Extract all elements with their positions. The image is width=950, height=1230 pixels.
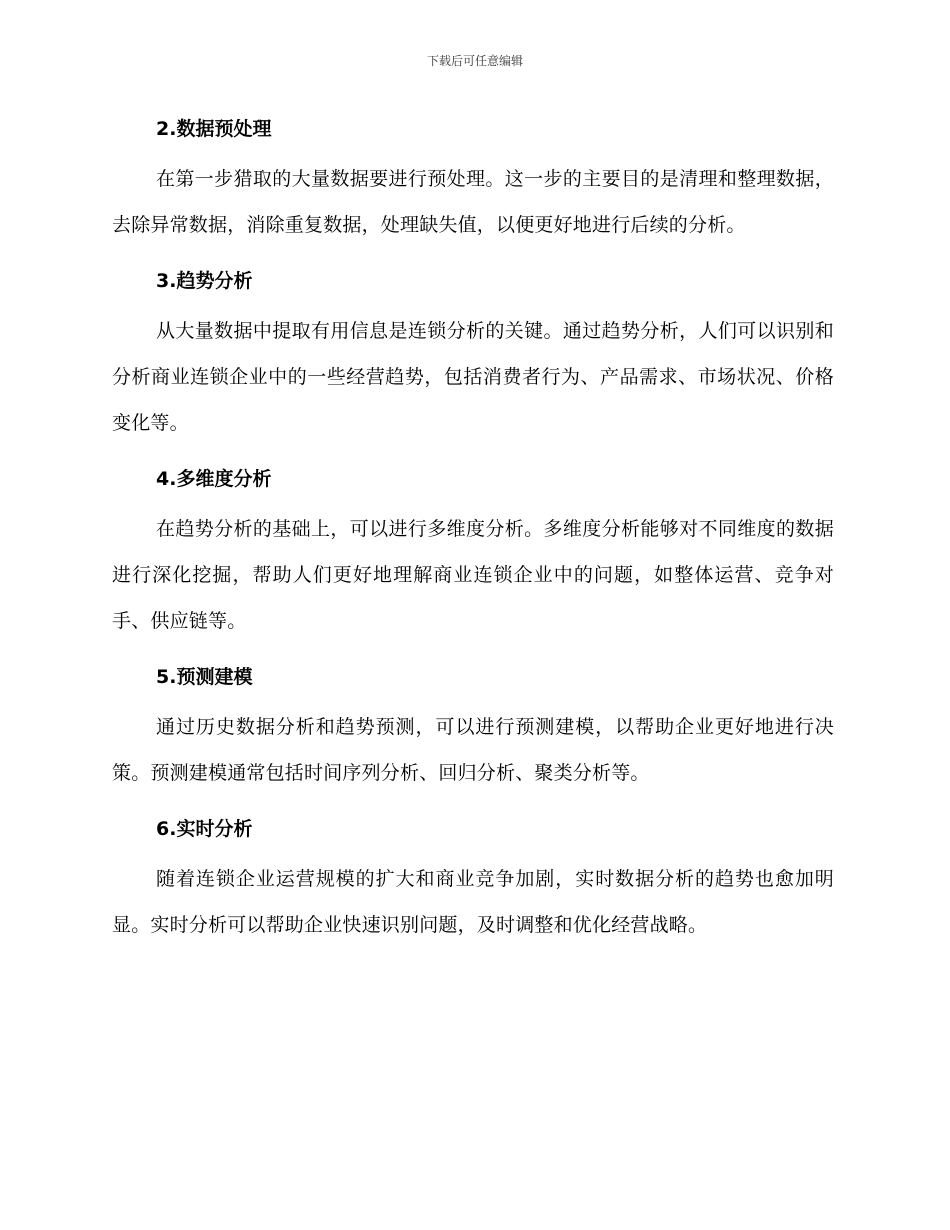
- header-note: 下载后可任意编辑: [426, 54, 523, 68]
- section-predictive-modeling: [112, 658, 834, 796]
- section-trend-analysis: [112, 262, 834, 446]
- section-heading: 5.预测建模: [156, 666, 253, 688]
- section-paragraph: 通过历史数据分析和趋势预测，可以进行预测建模，以帮助企业更好地进行决策。预测建模通常包括时间序列分析、回归分析、聚类分析等。: [112, 716, 834, 784]
- section-heading: 4.多维度分析: [156, 468, 272, 490]
- section-paragraph: 在第一步猎取的大量数据要进行预处理。这一步的主要目的是清理和整理数据，去除异常数据，消除重复数据，处理缺失值，以便更好地进行后续的分析。: [112, 168, 834, 236]
- document-body: [112, 110, 834, 962]
- section-heading: 6.实时分析: [156, 818, 253, 840]
- section-realtime-analysis: [112, 810, 834, 948]
- section-data-preprocessing: [112, 110, 834, 248]
- section-paragraph: 在趋势分析的基础上，可以进行多维度分析。多维度分析能够对不同维度的数据进行深化挖掘，帮助人们更好地理解商业连锁企业中的问题，如整体运营、竞争对手、供应链等。: [112, 518, 834, 632]
- section-heading: 3.趋势分析: [156, 270, 253, 292]
- section-multidimensional-analysis: [112, 460, 834, 644]
- section-heading: 2.数据预处理: [156, 118, 272, 140]
- section-paragraph: 随着连锁企业运营规模的扩大和商业竞争加剧，实时数据分析的趋势也愈加明显。实时分析可以帮助企业快速识别问题，及时调整和优化经营战略。: [112, 868, 834, 936]
- section-paragraph: 从大量数据中提取有用信息是连锁分析的关键。通过趋势分析，人们可以识别和分析商业连锁企业中的一些经营趋势，包括消费者行为、产品需求、市场状况、价格变化等。: [112, 320, 834, 434]
